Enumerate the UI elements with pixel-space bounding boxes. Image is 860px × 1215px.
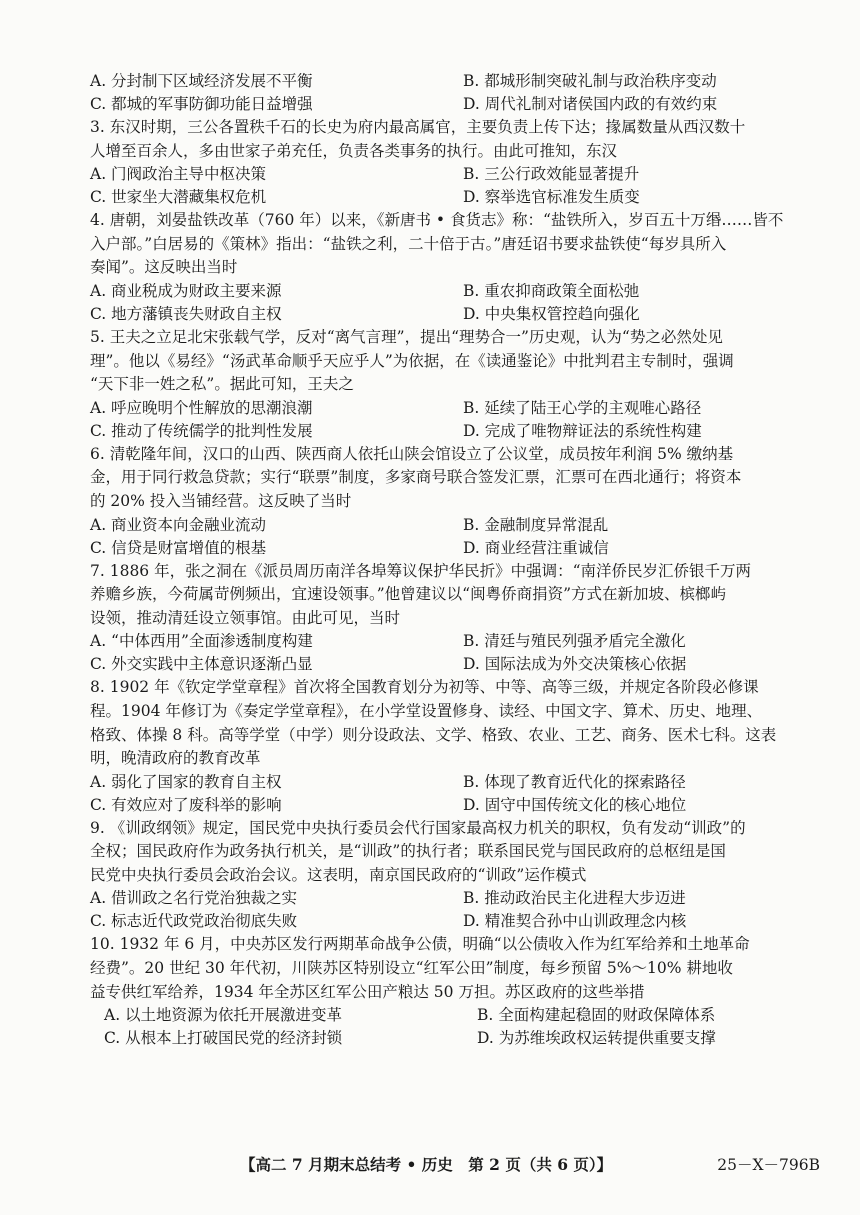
stem-line: 程。1904 年修订为《奏定学堂章程》，在小学堂设置修身、读经、中国文字、算术、历史、地理、 [90, 701, 763, 720]
option-a: A. 以土地资源为依托开展激进变革 [104, 1006, 343, 1025]
option-d: D. 国际法成为外交决策核心依据 [463, 655, 687, 674]
question-2-options [90, 70, 790, 116]
option-d: D. 精准契合孙中山训政理念内核 [463, 912, 687, 931]
stem-line: 养赡乡族，今荷属苛例频出，宜速设领事。”他曾建议以“闽粤侨商捐资”方式在新加坡、槟榔屿 [90, 585, 727, 604]
question-stem [90, 209, 790, 280]
question-8 [90, 676, 790, 816]
option-d: D. 中央集权管控趋向强化 [463, 304, 640, 323]
question-7 [90, 560, 790, 677]
stem-line: 奏闻”。这反映出当时 [90, 258, 238, 277]
stem-line: 3. 东汉时期，三公各置秩千石的长史为府内最高属官，主要负责上传下达；掾属数量从西汉数十 [90, 118, 746, 136]
page-footer [90, 1152, 820, 1176]
option-c: C. 推动了传统儒学的批判性发展 [90, 421, 313, 440]
option-b: B. 推动政治民主化进程大步迈进 [463, 889, 686, 908]
stem-line: 7. 1886 年，张之洞在《派员周历南洋各埠筹议保护华民折》中强调：“南洋侨民岁汇侨银千万两 [90, 561, 752, 580]
question-4 [90, 209, 790, 326]
stem-line: 民党中央执行委员会政治会议。这表明，南京国民政府的“训政”运作模式 [90, 865, 587, 884]
option-b: B. 清廷与殖民列强矛盾完全激化 [463, 632, 686, 651]
option-c: C. 从根本上打破国民党的经济封锁 [104, 1029, 343, 1048]
option-b: B. 延续了陆王心学的主观唯心路径 [463, 398, 702, 417]
stem-line: 6. 清乾隆年间，汉口的山西、陕西商人依托山陕会馆设立了公议堂，成员按年利润 5% 缴纳基 [90, 444, 734, 463]
question-stem [90, 817, 790, 888]
option-c: C. 有效应对了废科举的影响 [90, 795, 282, 814]
option-a: A. 门阀政治主导中枢决策 [90, 165, 267, 184]
stem-line: 明，晚清政府的教育改革 [90, 749, 261, 768]
option-a: A. 呼应晚明个性解放的思潮浪潮 [90, 398, 313, 417]
option-d: D. 固守中国传统文化的核心地位 [463, 795, 687, 814]
option-d: D. 察举选官标准发生质变 [463, 188, 640, 207]
option-a: A. 商业资本向金融业流动 [90, 515, 267, 534]
option-a: A. 弱化了国家的教育自主权 [90, 772, 282, 791]
option-b: B. 都城形制突破礼制与政治秩序变动 [463, 72, 717, 90]
stem-line: 益专供红军给养，1934 年全苏区红军公田产粮达 50 万担。苏区政府的这些举措 [90, 982, 645, 1001]
option-c: C. 外交实践中主体意识逐渐凸显 [90, 655, 313, 674]
stem-line: 入户部。”白居易的《策林》指出：“盐铁之利，二十倍于古。”唐廷诏书要求盐铁使“每岁具所入 [90, 234, 727, 253]
option-a: A. 分封制下区域经济发展不平衡 [90, 72, 313, 90]
stem-line: 全权；国民政府作为政务执行机关，是“训政”的执行者；联系国民党与国民政府的总枢纽是国 [90, 842, 726, 861]
paper-code: 25－X－796B [717, 1156, 820, 1174]
question-stem [90, 116, 790, 163]
option-c: C. 标志近代政党政治彻底失败 [90, 912, 298, 931]
stem-line: 设领，推动清廷设立领事馆。由此可见，当时 [90, 608, 401, 627]
option-d: D. 为苏维埃政权运转提供重要支撑 [477, 1029, 716, 1048]
option-c: C. 地方藩镇丧失财政自主权 [90, 304, 282, 323]
option-b: B. 三公行政效能显著提升 [463, 165, 640, 184]
stem-line: 5. 王夫之立足北宋张载气学，反对“离气言理”，提出“理势合一”历史观，认为“势之必然处见 [90, 327, 723, 346]
question-stem [90, 443, 790, 514]
stem-line: “天下非一姓之私”。据此可知，王夫之 [90, 375, 354, 394]
stem-line: 的 20% 投入当铺经营。这反映了当时 [90, 491, 352, 510]
option-b: B. 全面构建起稳固的财政保障体系 [477, 1006, 716, 1025]
option-b: B. 重农抑商政策全面松弛 [463, 281, 640, 300]
option-a: A. “中体西用”全面渗透制度构建 [90, 632, 313, 651]
option-a: A. 借训政之名行党治独裁之实 [90, 889, 298, 908]
option-b: B. 金融制度异常混乱 [463, 515, 609, 534]
stem-line: 理”。他以《易经》“汤武革命顺乎天应乎人”为依据，在《读通鉴论》中批判君主专制时，强调 [90, 351, 734, 370]
question-stem [90, 676, 790, 770]
question-stem [90, 326, 790, 397]
footer-title: 【高二 7 月期末总结考 • 历史 第 2 页（共 6 页）】 [240, 1155, 613, 1174]
stem-line: 格致、体操 8 科。高等学堂（中学）则分设政法、文学、格致、农业、工艺、商务、医术七科。这表 [90, 725, 777, 744]
stem-line: 金，用于同行救急贷款；实行“联票”制度，多家商号联合签发汇票，汇票可在西北通行；将资本 [90, 468, 742, 487]
question-stem [90, 933, 790, 1004]
question-9 [90, 817, 790, 934]
option-a: A. 商业税成为财政主要来源 [90, 281, 282, 300]
question-5 [90, 326, 790, 443]
option-d: D. 周代礼制对诸侯国内政的有效约束 [463, 95, 718, 113]
stem-line: 9. 《训政纲领》规定，国民党中央执行委员会代行国家最高权力机关的职权，负有发动“训政”的 [90, 818, 746, 837]
question-3 [90, 116, 790, 209]
question-6 [90, 443, 790, 560]
option-d: D. 完成了唯物辩证法的系统性构建 [463, 421, 702, 440]
option-d: D. 商业经营注重诚信 [463, 538, 609, 557]
stem-line: 人增至百余人，多由世家子弟充任，负责各类事务的执行。由此可推知，东汉 [90, 141, 618, 160]
option-c: C. 信贷是财富增值的根基 [90, 538, 267, 557]
option-b: B. 体现了教育近代化的探索路径 [463, 772, 686, 791]
stem-line: 4. 唐朝，刘晏盐铁改革（760 年）以来，《新唐书 • 食货志》称：“盐铁所入，岁百五十万缗……皆不 [90, 211, 784, 230]
stem-line: 10. 1932 年 6 月，中央苏区发行两期革命战争公债，明确“以公债收入作为红军给养和土地革命 [90, 935, 750, 954]
question-stem [90, 560, 790, 631]
question-10 [90, 933, 790, 1050]
stem-line: 经费”。20 世纪 30 年代初，川陕苏区特别设立“红军公田”制度，每乡预留 5%～10% 耕地收 [90, 959, 733, 978]
page-content [90, 70, 790, 1050]
stem-line: 8. 1902 年《钦定学堂章程》首次将全国教育划分为初等、中等、高等三级，并规定各阶段必修课 [90, 678, 759, 697]
option-c: C. 世家坐大潜藏集权危机 [90, 188, 267, 207]
option-c: C. 都城的军事防御功能日益增强 [90, 95, 313, 113]
